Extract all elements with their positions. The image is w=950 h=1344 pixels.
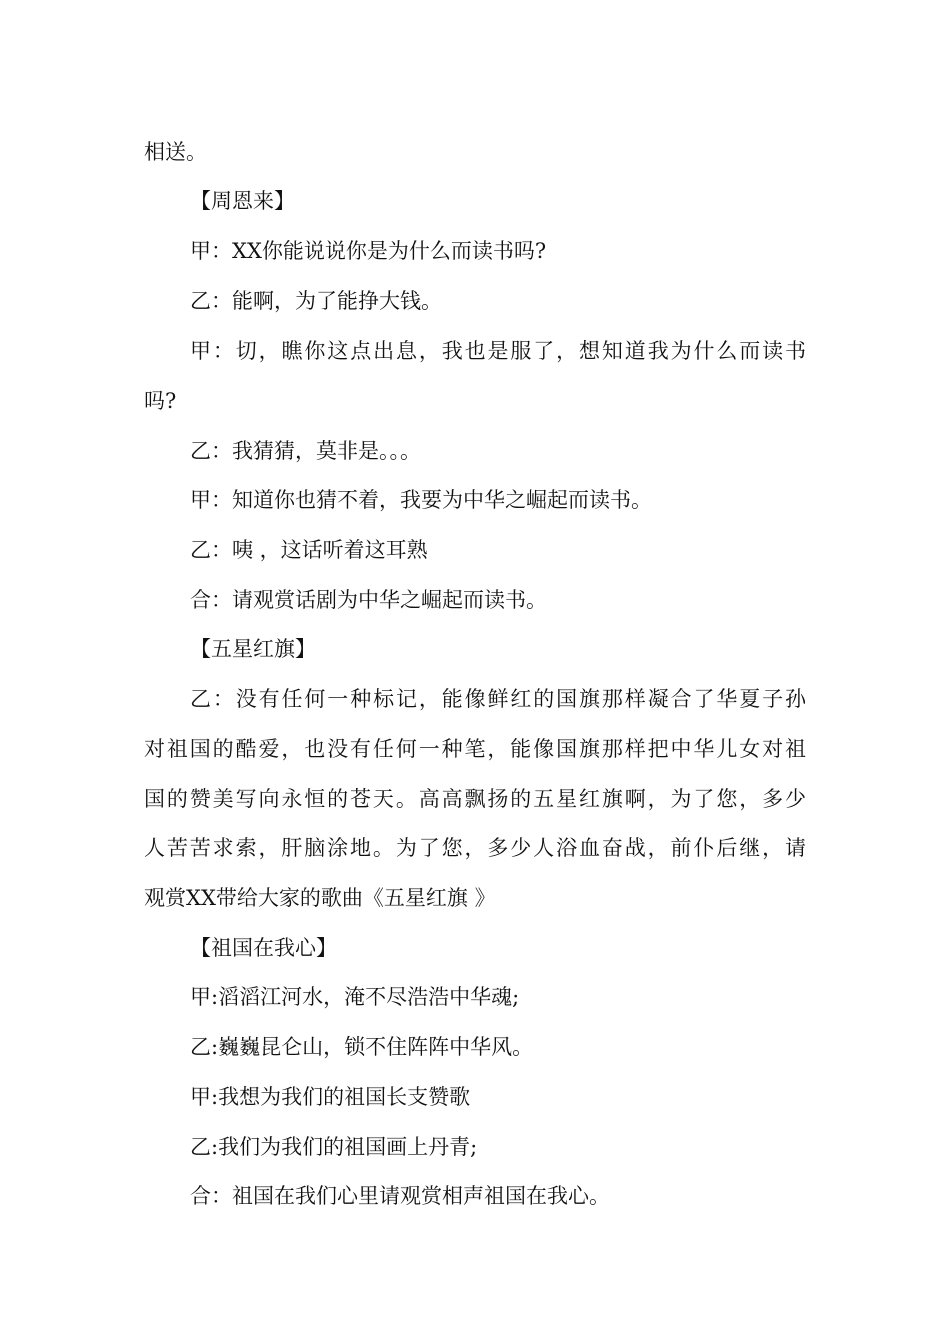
dialogue-line-continuation: 吗? [144,389,177,413]
dialogue-line: 乙:巍巍昆仑山，锁不住阵阵中华风。 [190,1035,534,1059]
dialogue-line: 乙：能啊，为了能挣大钱。 [190,289,442,313]
paragraph-line: 观赏XX带给大家的歌曲《五星红旗 》 [144,886,496,910]
dialogue-line: 甲:滔滔江河水，淹不尽浩浩中华魂; [190,985,520,1009]
paragraph-line: 对祖国的酷爱，也没有任何一种笔，能像国旗那样把中华儿女对祖 [144,737,806,761]
dialogue-line: 甲：知道你也猜不着，我要为中华之崛起而读书。 [190,488,652,512]
paragraph-line: 乙：没有任何一种标记，能像鲜红的国旗那样凝合了华夏子孙 [190,687,806,711]
dialogue-line: 合：祖国在我们心里请观赏相声祖国在我心。 [190,1184,610,1208]
dialogue-line: 甲：XX你能说说你是为什么而读书吗? [190,239,547,263]
text-line-closing: 相送。 [144,140,207,164]
dialogue-line: 乙：我猜猜，莫非是。。。 [190,439,421,463]
section-heading-motherland-in-heart: 【祖国在我心】 [190,936,337,960]
dialogue-line: 甲:我想为我们的祖国长支赞歌 [190,1085,471,1109]
section-heading-zhou-enlai: 【周恩来】 [190,189,295,213]
paragraph-line: 国的赞美写向永恒的苍天。高高飘扬的五星红旗啊，为了您，多少 [144,787,806,811]
section-heading-five-star-flag: 【五星红旗】 [190,637,316,661]
dialogue-line: 甲：切，瞧你这点出息，我也是服了，想知道我为什么而读书 [190,339,806,363]
dialogue-line: 乙：咦 ，这话听着这耳熟 [190,538,428,562]
dialogue-line: 乙:我们为我们的祖国画上丹青; [190,1135,478,1159]
paragraph-line: 人苦苦求索，肝脑涂地。为了您，多少人浴血奋战，前仆后继，请 [144,836,806,860]
dialogue-line: 合：请观赏话剧为中华之崛起而读书。 [190,588,547,612]
